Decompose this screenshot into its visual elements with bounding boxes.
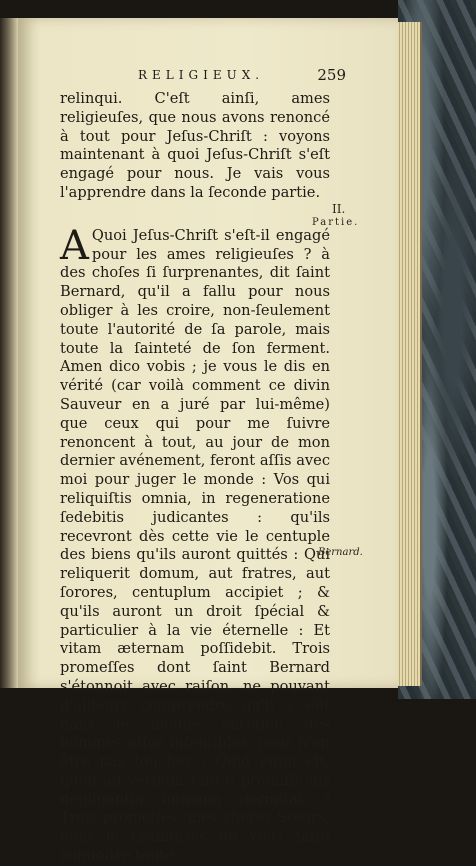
- page-fore-edge: [396, 22, 422, 686]
- running-title: RELIGIEUX.: [138, 68, 265, 82]
- book-left-edge: [0, 18, 18, 688]
- margin-section-label: Partie.: [312, 217, 360, 228]
- drop-cap: A: [60, 222, 89, 269]
- margin-section-number: II.: [332, 202, 346, 216]
- book-page: [18, 18, 398, 865]
- running-head: [110, 68, 350, 88]
- paragraph: relinqui. C'eſt ainſi, ames religieuſes, que nous avons renoncé à tout pour Jeſus-Chriſt : voyons maintenant à quoi Jeſus-Chriſt s'eſt engagé pour nous. Je vais vous l'apprendre dans la ſeconde partie.: [60, 90, 330, 201]
- paragraph-text: Quoi Jeſus-Chriſt s'eſt-il engagé pour les ames religieuſes ? à des choſes ſi ſurprenantes, dit ſaint Bernard, qu'il a fallu pour nous obliger à les croire, non-ſeulement toute l'autorité de ſa parole, mais toute la ſainteté de ſon ferment. Amen dico vobis ; je vous le dis en vérité (car voilà comment ce divin Sauveur en a juré par lui-même) que ceux qui pour me ſuivre renoncent à tout, au jour de mon dernier avénement, feront aſſis avec moi pour juger le monde : Vos qui reliquiſtis omnia, in regeneratione ſedebitis judicantes : qu'ils recevront dès cette vie le centuple des biens qu'ils auront quittés : Qui reliquerit domum, aut fratres, aut ſorores, centuplum accipiet ; & qu'ils auront un droit ſpécial & particulier à la vie éternelle : Et vitam æternam poſſidebit. Trois promeſſes dont ſaint Bernard s'étonnoit avec raiſon, ne pouvant d'ailleurs comprendre qu'il y eût dans le monde chrétien des hommes aſſez inſenſibles, pour n'en être pas touchés : Quid enim eſt, quod ad verbum tantæ promiſſionis negligentia humana dormitat ? Trois promeſſes, mes cheres Sœurs, dont je craindrois de vous faire connoître toute: [60, 226, 330, 865]
- body-text: [60, 90, 330, 866]
- paragraph: [60, 222, 330, 866]
- margin-citation: Bernard.: [318, 547, 363, 558]
- page-number: 259: [317, 66, 346, 84]
